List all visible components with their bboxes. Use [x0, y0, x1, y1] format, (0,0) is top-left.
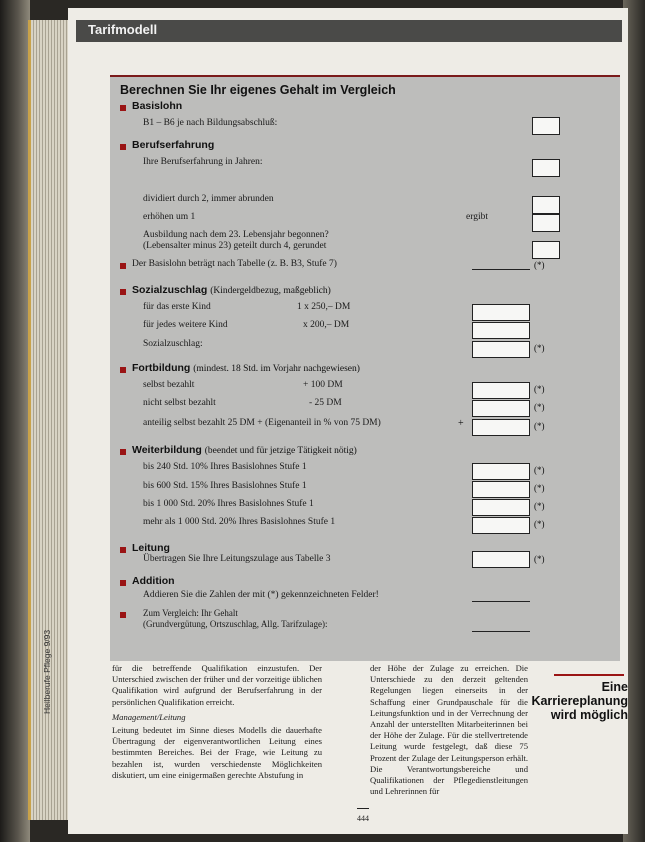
body-paragraph: Leitung bedeutet im Sinne dieses Modells die dauerhafte Übertragung der eigenverantwortlichen Leitung eines bestimmten Bereiches. Bei der Frage, wie Leitung zu bezahlen ist, wurden verschiedenste Möglichkeiten diskutiert, um eine einigermaßen gerechte Abstufung in [112, 725, 322, 780]
first-child-value: 1 x 250,– DM [297, 302, 351, 312]
weiterbildung-row: bis 600 Std. 15% Ihres Basislohnes Stufe 1 [143, 481, 307, 491]
further-child-text: für jedes weitere Kind [143, 320, 228, 330]
weiterbildung-field-3[interactable] [472, 499, 530, 516]
weiterbildung-field-1[interactable] [472, 463, 530, 480]
leitung-heading: Leitung [132, 542, 170, 554]
first-child-text: für das erste Kind [143, 302, 211, 312]
book-page [42, 8, 628, 834]
mark: (*) [534, 260, 545, 270]
partly-self-paid-text: anteilig selbst bezahlt 25 DM + (Eigenanteil in % von 75 DM) [143, 418, 381, 428]
sozialzuschlag-heading: Sozialzuschlag (Kindergeldbezug, maßgeblich) [132, 284, 331, 296]
partly-self-paid-field[interactable] [472, 419, 530, 436]
basislohn-text: B1 – B6 je nach Bildungsabschluß: [143, 118, 278, 128]
basislohn-field[interactable] [532, 117, 560, 135]
subheading: Management/Leitung [112, 711, 186, 722]
mark: (*) [534, 465, 545, 475]
sozialzuschlag-total-field[interactable] [472, 341, 530, 358]
side-title: Eine Karriereplanung wird möglich [531, 680, 628, 722]
first-child-field[interactable] [472, 304, 530, 321]
weiterbildung-row: mehr als 1 000 Std. 20% Ihres Basislohnes Stufe 1 [143, 517, 336, 527]
page-number-rule [357, 808, 369, 809]
mark: (*) [534, 554, 545, 564]
bullet-icon [120, 289, 126, 295]
comparison-text-2: (Grundvergütung, Ortszuschlag, Allg. Tarifzulage): [143, 619, 328, 629]
plus-sign: + [458, 418, 464, 429]
mark: (*) [534, 519, 545, 529]
calculator-title: Berechnen Sie Ihr eigenes Gehalt im Vergleich [120, 83, 396, 97]
basislohn-heading: Basislohn [132, 100, 183, 112]
bullet-icon [120, 263, 126, 269]
self-paid-field[interactable] [472, 382, 530, 399]
section-title: Tarifmodell [88, 22, 158, 37]
comparison-text-1: Zum Vergleich: Ihr Gehalt [143, 608, 238, 618]
increase-field[interactable] [532, 214, 560, 232]
fortbildung-heading: Fortbildung (mindest. 18 Std. im Vorjahr nachgewiesen) [132, 362, 360, 374]
bullet-icon [120, 612, 126, 618]
mark: (*) [534, 421, 545, 431]
comparison-result-line[interactable] [472, 621, 530, 632]
years-field[interactable] [532, 159, 560, 177]
increase-text: erhöhen um 1 [143, 212, 196, 222]
salary-calculator-box [110, 75, 620, 661]
berufserfahrung-years-text: Ihre Berufserfahrung in Jahren: [143, 157, 263, 167]
book-spine-shadow [0, 0, 30, 842]
mark: (*) [534, 402, 545, 412]
bullet-icon [120, 580, 126, 586]
weiterbildung-field-4[interactable] [472, 517, 530, 534]
divide-text: dividiert durch 2, immer abrunden [143, 194, 274, 204]
divide-field[interactable] [532, 196, 560, 214]
basislohn-result-line[interactable] [472, 259, 530, 270]
body-paragraph: der Höhe der Zulage zu erreichen. Die Unterschiede zu den derzeit geltenden Regelungen liegen einerseits in der Schaffung einer Grundpauschale für die Leitungsfunktion und in der Verrechnung der Anzahl der unterstellten Mitarbeiterinnen bei der Höhe der Zulage. Für die stellvertretende Leitung wurde festgelegt, daß diese 75 Prozent der Zulage der Leitungsperson erhält. Die Verantwortungsbereiche und Qualifikationen der Pflegedienstleitungen und Lehrerinnen für [370, 663, 528, 797]
mark: (*) [534, 501, 545, 511]
leitung-text: Übertragen Sie Ihre Leitungszulage aus Tabelle 3 [143, 554, 331, 564]
bullet-icon [120, 367, 126, 373]
body-column-1 [112, 663, 322, 781]
weiterbildung-row: bis 240 Std. 10% Ihres Basislohnes Stufe 1 [143, 462, 307, 472]
body-paragraph: für die betreffende Qualifikation einzustufen. Der Unterschied zwischen der früher und der vorzeitige üblichen Qualifikation wird aufgrund der Berufserfahrung in der persönlichen Qualifikation erreicht. [112, 663, 322, 707]
side-title-rule [554, 674, 624, 676]
leitung-field[interactable] [472, 551, 530, 568]
further-child-value: x 200,– DM [303, 320, 350, 330]
ergibt-text: ergibt [466, 212, 488, 222]
basislohn-result-text: Der Basislohn beträgt nach Tabelle (z. B. B3, Stufe 7) [132, 259, 337, 269]
not-self-paid-value: - 25 DM [309, 398, 342, 408]
mark: (*) [534, 384, 545, 394]
bullet-icon [120, 449, 126, 455]
addition-result-line[interactable] [472, 591, 530, 602]
addition-text: Addieren Sie die Zahlen der mit (*) gekennzeichneten Felder! [143, 590, 379, 600]
not-self-paid-text: nicht selbst bezahlt [143, 398, 216, 408]
journal-footer-vertical: Heilberufe Pflege 9/93 [42, 629, 52, 714]
age-formula-text: (Lebensalter minus 23) geteilt durch 4, gerundet [143, 241, 327, 251]
bullet-icon [120, 547, 126, 553]
further-child-field[interactable] [472, 322, 530, 339]
self-paid-value: + 100 DM [303, 380, 343, 390]
body-column-2 [370, 663, 528, 797]
section-header-bar [76, 20, 622, 42]
weiterbildung-field-2[interactable] [472, 481, 530, 498]
berufserfahrung-heading: Berufserfahrung [132, 139, 215, 151]
addition-heading: Addition [132, 575, 175, 587]
weiterbildung-heading: Weiterbildung (beendet und für jetzige Tätigkeit nötig) [132, 444, 357, 456]
mark: (*) [534, 483, 545, 493]
mark: (*) [534, 343, 545, 353]
not-self-paid-field[interactable] [472, 400, 530, 417]
sozialzuschlag-total-text: Sozialzuschlag: [143, 339, 203, 349]
bullet-icon [120, 144, 126, 150]
weiterbildung-row: bis 1 000 Std. 20% Ihres Basislohnes Stufe 1 [143, 499, 314, 509]
age-question-text: Ausbildung nach dem 23. Lebensjahr begonnen? [143, 230, 329, 240]
self-paid-text: selbst bezahlt [143, 380, 195, 390]
bullet-icon [120, 105, 126, 111]
page-number: 444 [357, 814, 369, 823]
age-field[interactable] [532, 241, 560, 259]
